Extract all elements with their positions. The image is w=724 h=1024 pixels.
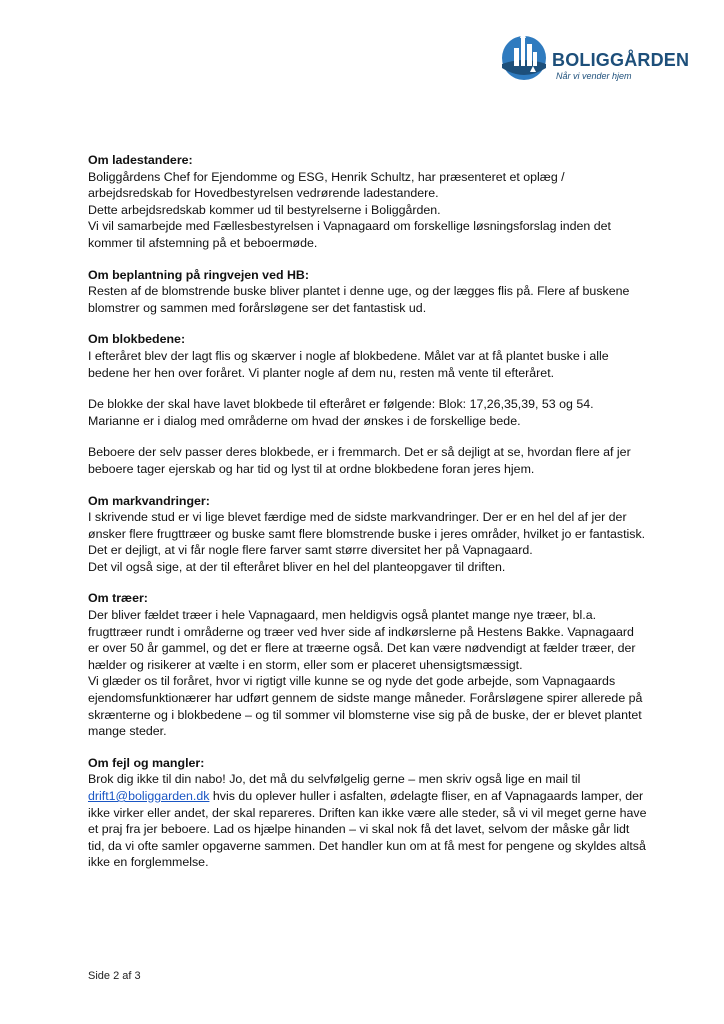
section-traeer bbox=[88, 590, 648, 739]
paragraph: Vi vil samarbejde med Fællesbestyrelsen i Vapnagaard om forskellige løsningsforslag inden det kommer til afstemning på et beboermøde. bbox=[88, 219, 611, 250]
paragraph: Vi glæder os til foråret, hvor vi rigtigt ville kunne se og nyde det gode arbejde, som Vapnagaards ejendomsfunktionærer har udført gennem de sidste mange måneder. Forårsløgene spirer allerede på skrænterne og i blokbedene – og til sommer vil blomsterne vise sig på de buske, der er blevet plantet mange steder. bbox=[88, 674, 643, 739]
paragraph-text: Brok dig ikke til din nabo! Jo, det må du selvfølgelig gerne – men skriv også lige en mail til bbox=[88, 772, 581, 787]
paragraph: Dette arbejdsredskab kommer ud til bestyrelserne i Boliggården. bbox=[88, 202, 441, 217]
paragraph: Marianne er i dialog med områderne om hvad der ønskes i de forskellige bede. bbox=[88, 413, 521, 428]
paragraph: I efteråret blev der lagt flis og skærver i nogle af blokbedene. Målet var at få plantet buske i alle bedene her hen over foråret. Vi planter nogle af dem nu, resten må vente til efteråret. bbox=[88, 348, 609, 380]
paragraph: Boliggårdens Chef for Ejendomme og ESG, Henrik Schultz, har præsenteret et oplæg / arbejdsredskab for Hovedbestyrelsen vedrørende ladestandere. bbox=[88, 169, 565, 201]
section-fejl-og-mangler bbox=[88, 755, 648, 871]
section-blokbedene bbox=[88, 331, 648, 477]
section-heading: Om blokbedene: bbox=[88, 332, 186, 347]
section-heading: Om træer: bbox=[88, 591, 148, 606]
section-heading: Om beplantning på ringvejen ved HB: bbox=[88, 267, 309, 282]
section-heading: Om ladestandere: bbox=[88, 153, 193, 167]
paragraph: I skrivende stud er vi lige blevet færdige med de sidste markvandringer. Der er en hel del af jer der ønsker flere frugttræer og buske samt flere blomstrende buske i jeres områder, hvilket jo er fantastisk. Det er dejligt, at vi får nogle flere farver samt større diversitet her på Vapnagaard. bbox=[88, 510, 646, 558]
paragraph: Det vil også sige, at der til efteråret bliver en hel del planteopgaver til driften. bbox=[88, 559, 506, 574]
boliggarden-logo bbox=[500, 28, 700, 98]
logo-emblem-icon bbox=[500, 28, 548, 88]
page-number: Side 2 af 3 bbox=[88, 970, 141, 982]
paragraph-text: hvis du oplever huller i asfalten, ødelagte fliser, en af Vapnagaards lamper, der ikke virker eller andet, der skal repareres. Driften kan ikke være alle steder, så vi vil meget gerne have et praj fra jer beboere. Lad os hjælpe hinanden – vi skal nok få det lavet, selvom der måske går lidt tid, da vi ofte samler opgaverne sammen. Det handler kun om at få mest for pengene og skyldes altså ikke en forglemmelse. bbox=[88, 789, 647, 870]
logo-name: BOLIGGÅRDEN bbox=[552, 50, 690, 70]
paragraph: De blokke der skal have lavet blokbede til efteråret er følgende: Blok: 17,26,35,39, 53 og 54. bbox=[88, 397, 594, 412]
paragraph: Resten af de blomstrende buske bliver plantet i denne uge, og der lægges flis på. Flere af buskene blomstrer og sammen med forårsløgene ser det fantastisk ud. bbox=[88, 284, 630, 315]
section-heading: Om fejl og mangler: bbox=[88, 755, 205, 770]
section-beplantning bbox=[88, 267, 648, 317]
section-ladestandere bbox=[88, 152, 648, 252]
section-markvandringer bbox=[88, 493, 648, 576]
section-heading: Om markvandringer: bbox=[88, 493, 210, 508]
email-link[interactable]: drift1@boliggarden.dk bbox=[88, 789, 210, 803]
paragraph: Beboere der selv passer deres blokbede, er i fremmarch. Det er så dejligt at se, hvordan flere af jer beboere tager ejerskab og har tid og lyst til at ordne blokbedene foran jeres hjem. bbox=[88, 445, 631, 476]
paragraph bbox=[88, 771, 648, 871]
letter-body bbox=[88, 152, 648, 886]
paragraph: Der bliver fældet træer i hele Vapnagaard, men heldigvis også plantet mange nye træer, bl.a. frugttræer rundt i områderne og træer ved hver side af indkørslerne på Hestens Bakke. Vapnagaard er over 50 år gammel, og det er flere at træerne også. Det kan være nødvendigt at fælder træer, der hælder og risikerer at vælte i en storm, eller som er placeret uhensigtsmæssigt. bbox=[88, 608, 636, 672]
logo-tagline: Når vi vender hjem bbox=[556, 71, 632, 81]
